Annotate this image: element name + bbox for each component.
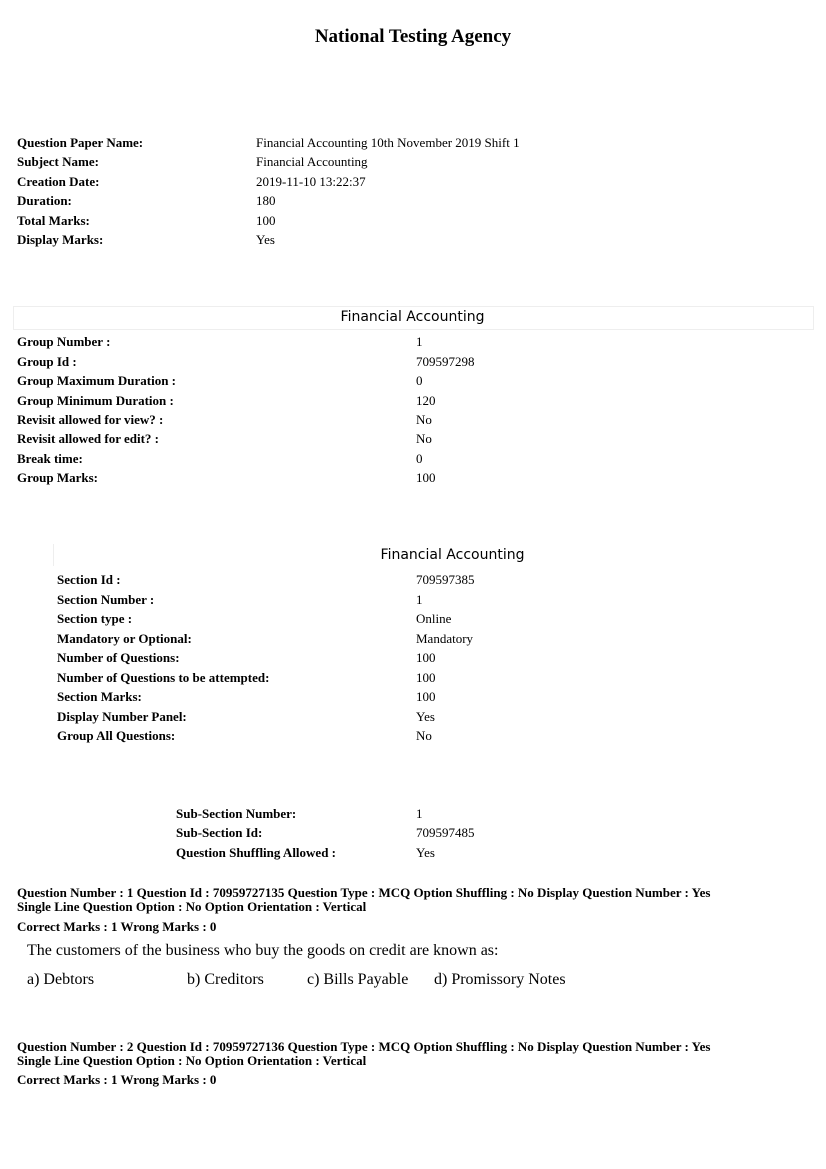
question-1-marks: Correct Marks : 1 Wrong Marks : 0 (17, 919, 217, 934)
section-marks-label: Section Marks: (57, 689, 142, 704)
display-number-panel-value: Yes (416, 709, 435, 724)
section-title: Financial Accounting (380, 547, 525, 563)
section-type-label: Section type : (57, 611, 133, 626)
section-number-label: Section Number : (57, 592, 155, 607)
group-id-label: Group Id : (17, 354, 77, 369)
subsection-number-label: Sub-Section Number: (176, 806, 297, 821)
question-2-marks: Correct Marks : 1 Wrong Marks : 0 (17, 1072, 217, 1087)
number-of-questions-value: 100 (416, 650, 436, 665)
section-type-value: Online (416, 611, 452, 626)
revisit-view-label: Revisit allowed for view? : (17, 412, 164, 427)
revisit-view-value: No (416, 412, 432, 427)
section-number-value: 1 (416, 592, 423, 607)
question-2-meta-line2: Single Line Question Option : No Option Orientation : Vertical (17, 1053, 367, 1068)
paper-name-label: Question Paper Name: (17, 135, 144, 150)
display-marks-value: Yes (256, 232, 275, 247)
creation-date-value: 2019-11-10 13:22:37 (256, 174, 366, 189)
question-shuffling-value: Yes (416, 845, 435, 860)
subject-name-value: Financial Accounting (256, 154, 368, 169)
subsection-id-label: Sub-Section Id: (176, 825, 263, 840)
questions-attempted-label: Number of Questions to be attempted: (57, 670, 270, 685)
number-of-questions-label: Number of Questions: (57, 650, 180, 665)
question-1-option-b: b) Creditors (187, 971, 264, 988)
display-marks-label: Display Marks: (17, 232, 104, 247)
question-1-option-c: c) Bills Payable (307, 971, 409, 988)
section-id-value: 709597385 (416, 572, 475, 587)
subsection-id-value: 709597485 (416, 825, 475, 840)
total-marks-value: 100 (256, 213, 276, 228)
group-number-label: Group Number : (17, 334, 111, 349)
group-title: Financial Accounting (340, 309, 485, 325)
question-1-text: The customers of the business who buy the goods on credit are known as: (27, 942, 499, 959)
group-marks-label: Group Marks: (17, 470, 99, 485)
revisit-edit-label: Revisit allowed for edit? : (17, 431, 160, 446)
group-id-value: 709597298 (416, 354, 475, 369)
page-title: National Testing Agency (314, 26, 512, 47)
section-marks-value: 100 (416, 689, 436, 704)
group-min-duration-value: 120 (416, 393, 436, 408)
subsection-number-value: 1 (416, 806, 423, 821)
duration-value: 180 (256, 193, 276, 208)
question-2-meta-line1: Question Number : 2 Question Id : 70959727136 Question Type : MCQ Option Shuffling : No Display Question Number : Yes (17, 1039, 711, 1054)
section-id-label: Section Id : (57, 572, 121, 587)
break-time-value: 0 (416, 451, 423, 466)
paper-name-value: Financial Accounting 10th November 2019 Shift 1 (256, 135, 520, 150)
group-max-duration-label: Group Maximum Duration : (17, 373, 177, 388)
mandatory-optional-label: Mandatory or Optional: (57, 631, 192, 646)
group-all-questions-label: Group All Questions: (57, 728, 176, 743)
question-1-meta-line2: Single Line Question Option : No Option Orientation : Vertical (17, 899, 367, 914)
break-time-label: Break time: (17, 451, 83, 466)
group-all-questions-value: No (416, 728, 432, 743)
subject-name-label: Subject Name: (17, 154, 99, 169)
question-1-option-d: d) Promissory Notes (434, 971, 566, 988)
group-number-value: 1 (416, 334, 423, 349)
total-marks-label: Total Marks: (17, 213, 90, 228)
display-number-panel-label: Display Number Panel: (57, 709, 187, 724)
mandatory-optional-value: Mandatory (416, 631, 474, 646)
questions-attempted-value: 100 (416, 670, 436, 685)
creation-date-label: Creation Date: (17, 174, 100, 189)
group-max-duration-value: 0 (416, 373, 423, 388)
group-marks-value: 100 (416, 470, 436, 485)
question-1-option-a: a) Debtors (27, 971, 95, 988)
question-shuffling-label: Question Shuffling Allowed : (176, 845, 337, 860)
revisit-edit-value: No (416, 431, 432, 446)
duration-label: Duration: (17, 193, 72, 208)
question-1-meta-line1: Question Number : 1 Question Id : 70959727135 Question Type : MCQ Option Shuffling : No Display Question Number : Yes (17, 885, 711, 900)
group-min-duration-label: Group Minimum Duration : (17, 393, 174, 408)
